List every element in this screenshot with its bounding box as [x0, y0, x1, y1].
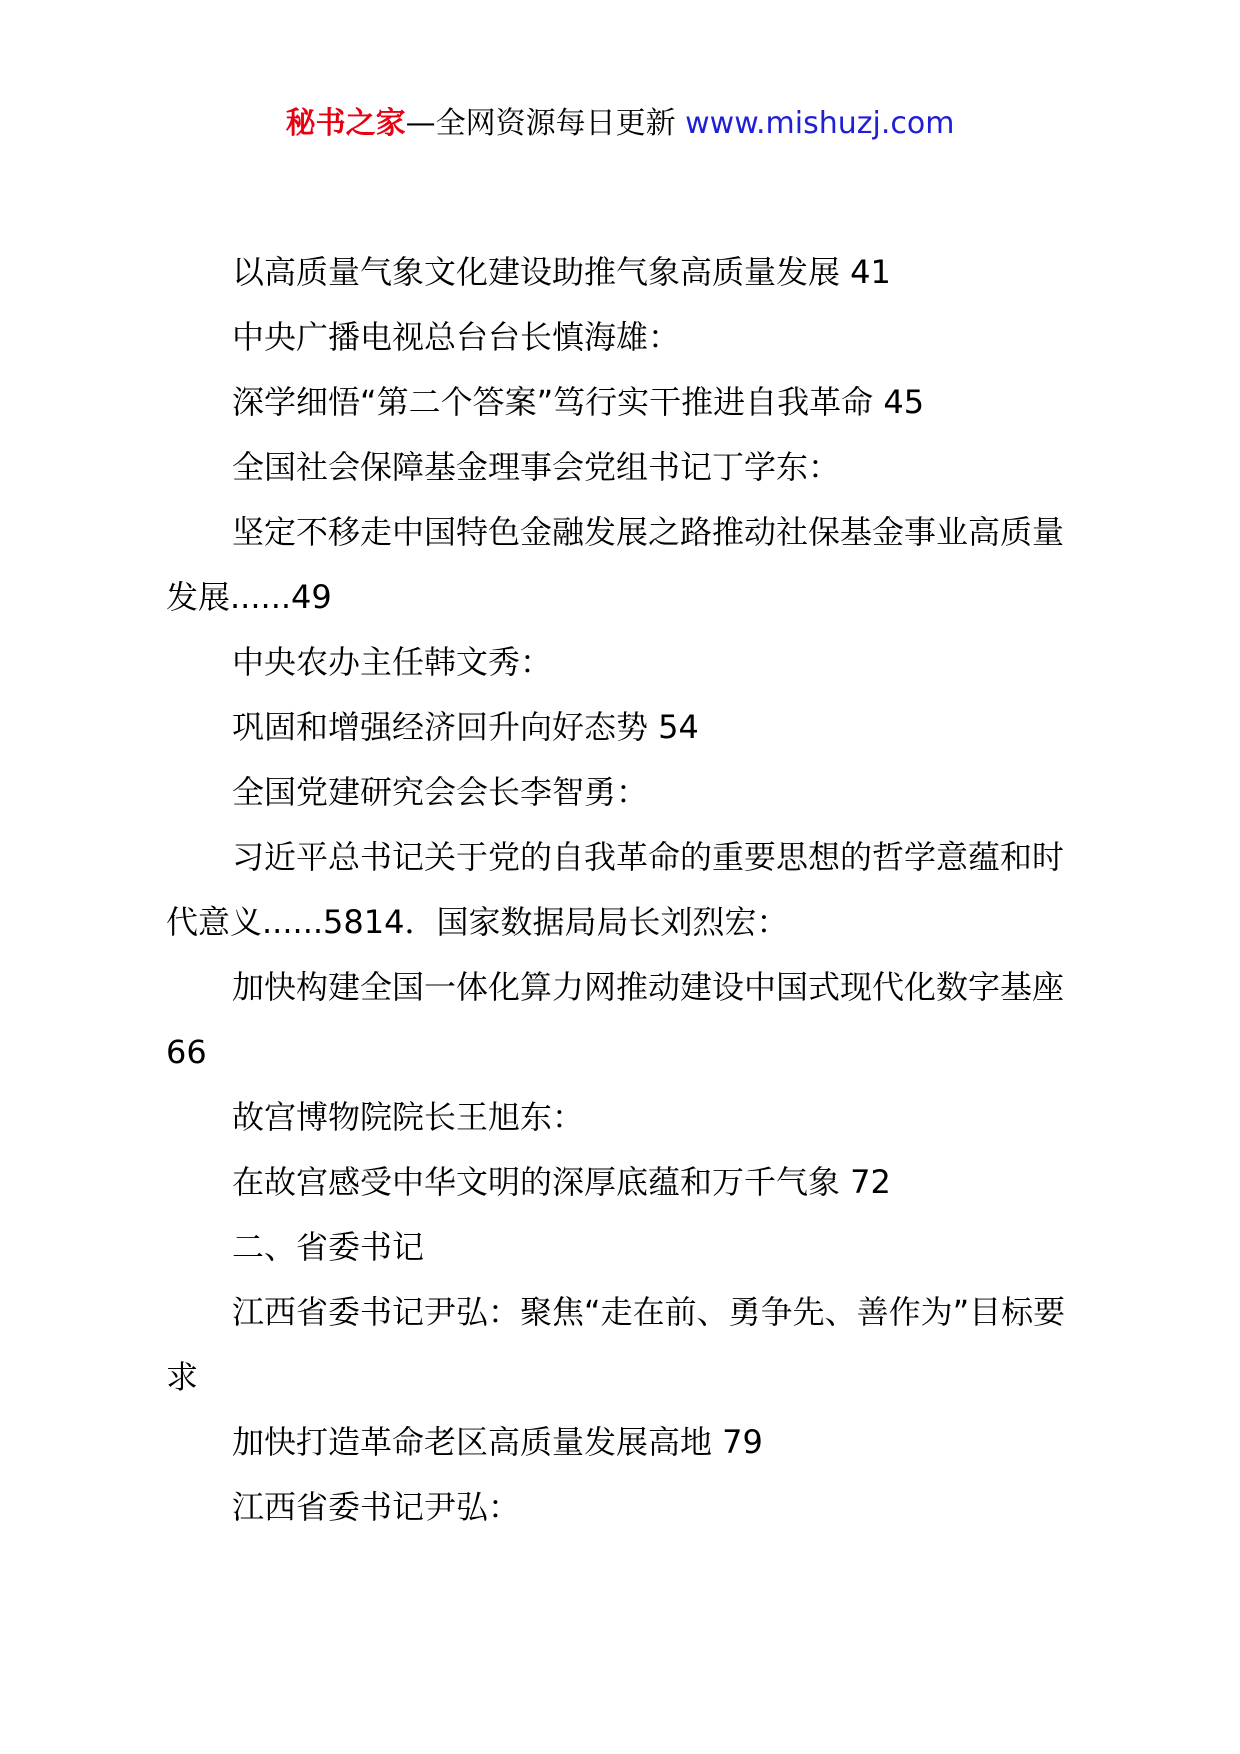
paragraph: 巩固和增强经济回升向好态势 54 — [232, 708, 699, 746]
paragraph: 中央广播电视总台台长慎海雄： — [232, 318, 681, 356]
paragraph: 加快打造革命老区高质量发展高地 79 — [232, 1423, 763, 1461]
site-url-link[interactable]: www.mishuzj.com — [685, 106, 955, 141]
paragraph: 在故宫感受中华文明的深厚底蕴和万千气象 72 — [232, 1163, 891, 1201]
site-brand: 秘书之家 — [285, 106, 406, 141]
paragraph: 深学细悟“第二个答案”笃行实干推进自我革命 45 — [232, 383, 925, 421]
section-heading: 二、省委书记 — [232, 1228, 425, 1266]
paragraph: 全国社会保障基金理事会党组书记丁学东： — [232, 448, 841, 486]
paragraph: 中央农办主任韩文秀： — [232, 643, 553, 681]
document-body — [166, 240, 1086, 1540]
paragraph: 坚定不移走中国特色金融发展之路推动社保基金事业高质量发展......49 — [166, 513, 1065, 616]
paragraph: 江西省委书记尹弘：聚焦“走在前、勇争先、善作为”目标要求 — [166, 1293, 1066, 1396]
paragraph: 江西省委书记尹弘： — [232, 1488, 521, 1526]
paragraph: 以高质量气象文化建设助推气象高质量发展 41 — [232, 253, 891, 291]
paragraph: 习近平总书记关于党的自我革命的重要思想的哲学意蕴和时代意义......5814．国家数据局局长刘烈宏： — [166, 838, 1065, 941]
paragraph: 故宫博物院院长王旭东： — [232, 1098, 585, 1136]
paragraph: 全国党建研究会会长李智勇： — [232, 773, 649, 811]
site-tagline: —全网资源每日更新 — [405, 106, 676, 141]
page-header — [0, 100, 1240, 148]
paragraph: 加快构建全国一体化算力网推动建设中国式现代化数字基座 66 — [166, 968, 1065, 1071]
